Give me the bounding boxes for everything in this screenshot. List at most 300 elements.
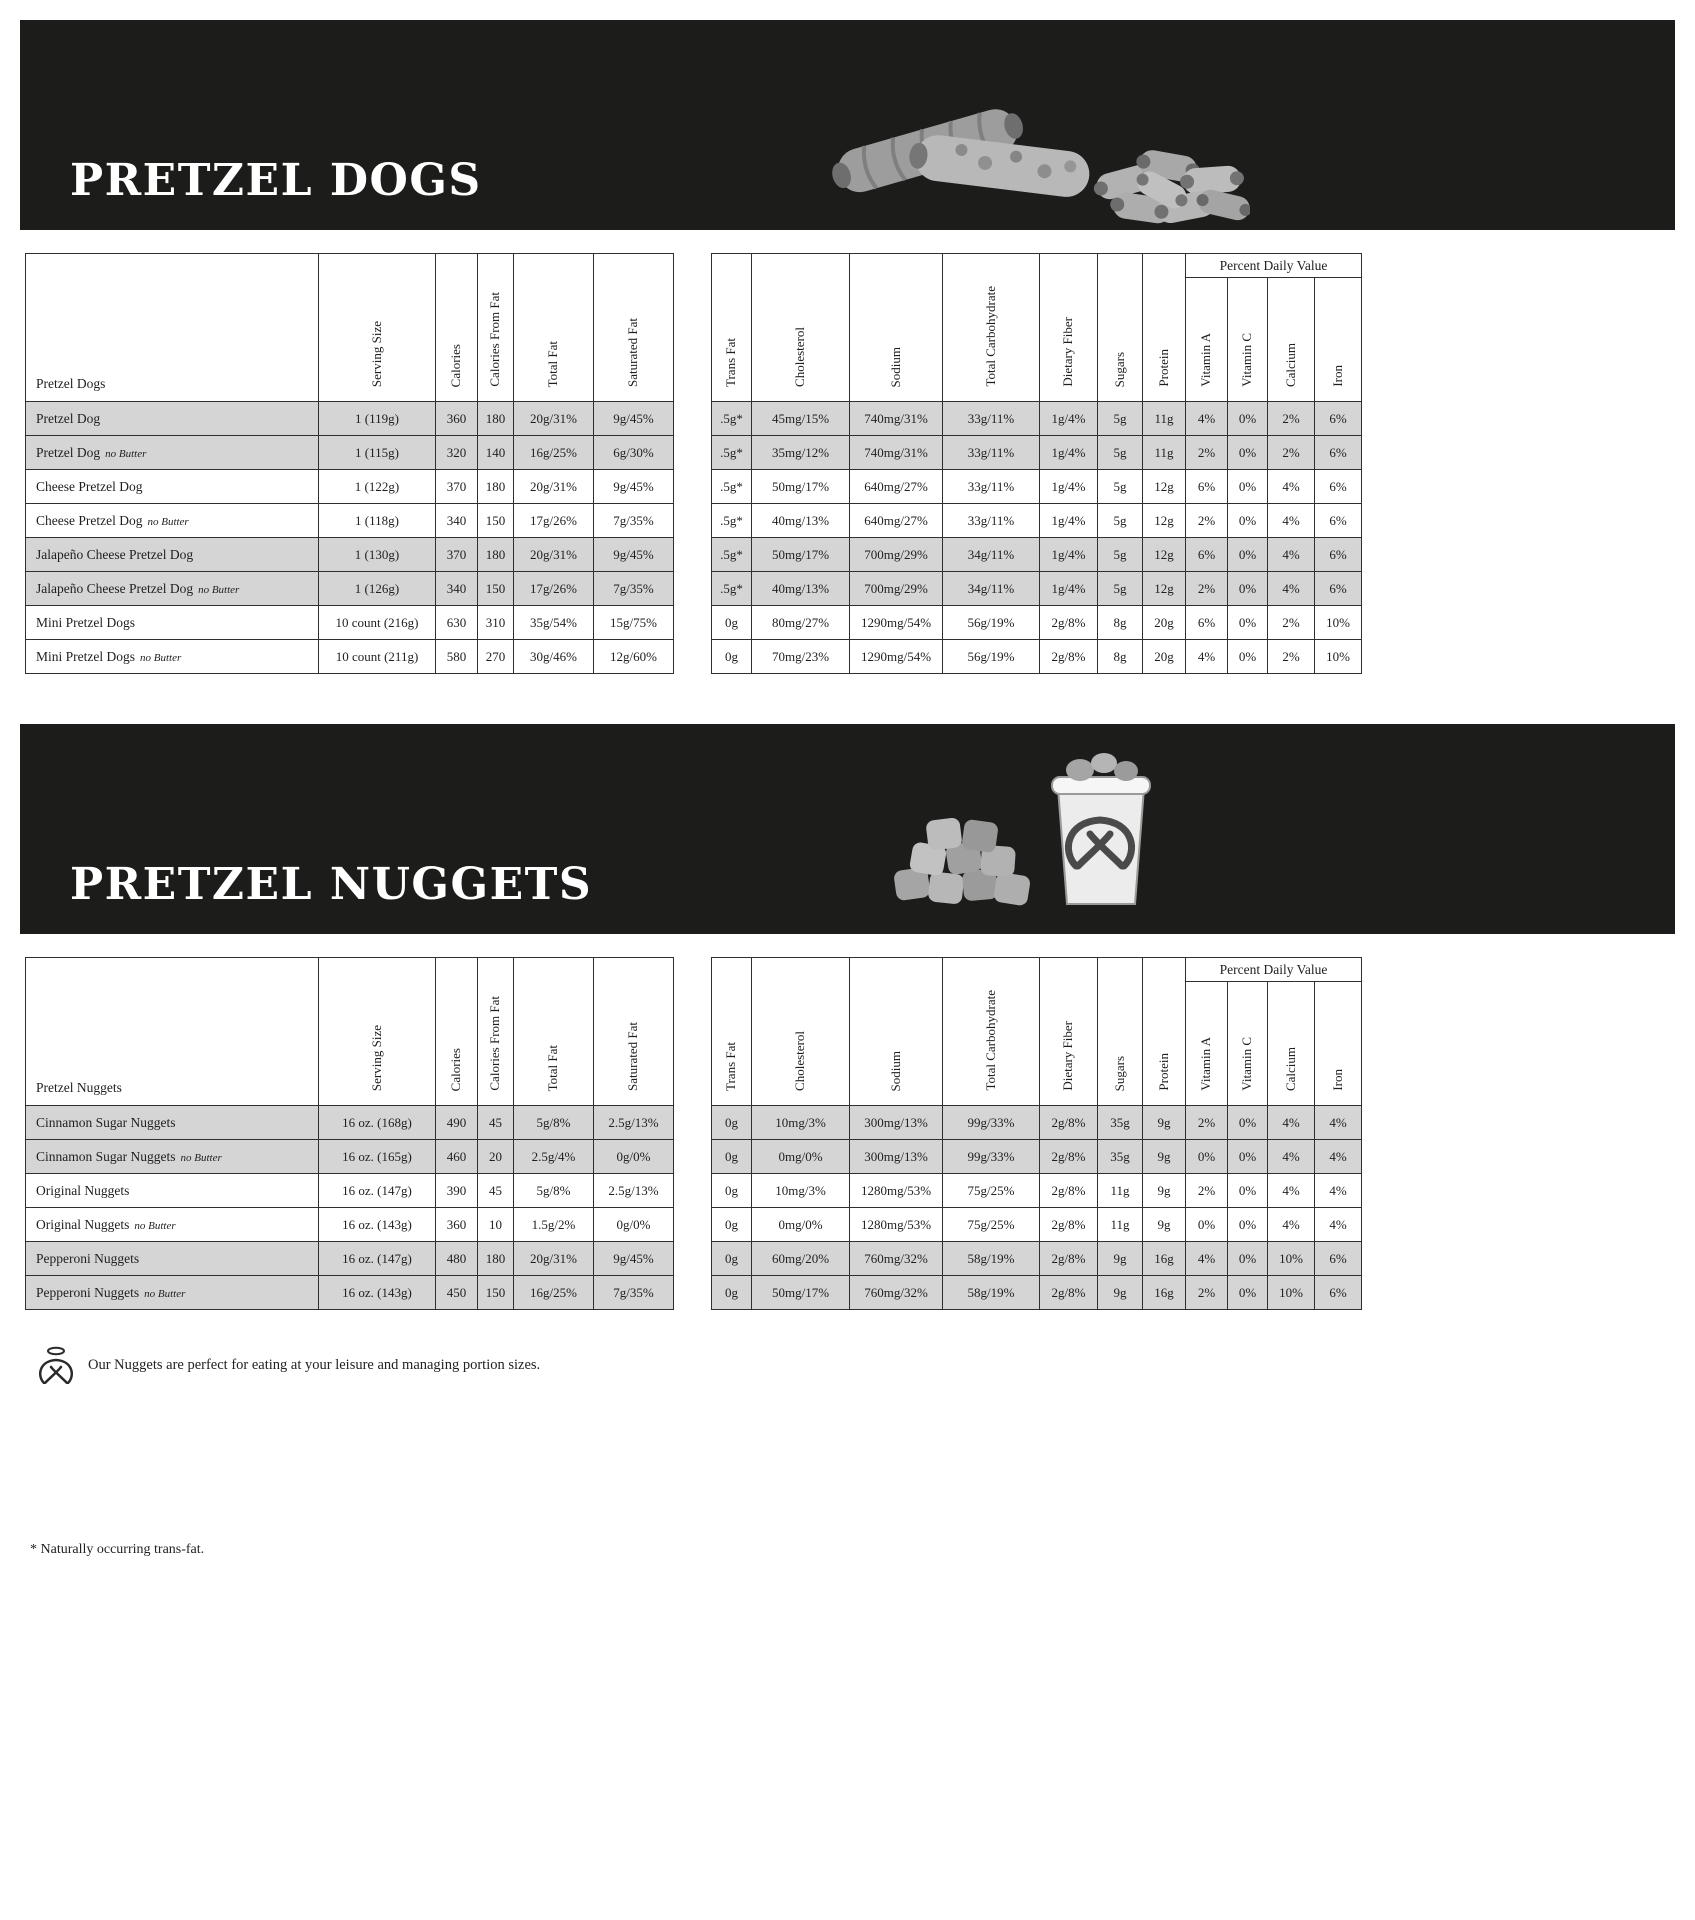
table-row	[26, 606, 674, 640]
column-header-label: Calcium	[1282, 342, 1298, 387]
sugars-cell: 35g	[1098, 1106, 1143, 1140]
calories-from-fat-cell: 180	[478, 470, 514, 504]
total-fat-cell: 16g/25%	[514, 1276, 594, 1310]
product-name-cell	[26, 640, 319, 674]
total-carbohydrate-cell: 33g/11%	[943, 436, 1040, 470]
header-row	[712, 254, 1362, 278]
column-header	[478, 254, 514, 402]
calories-cell: 390	[436, 1174, 478, 1208]
column-header-label: Calcium	[1282, 1046, 1298, 1091]
iron-cell: 10%	[1315, 640, 1362, 674]
sugars-cell: 11g	[1098, 1174, 1143, 1208]
calories-cell: 580	[436, 640, 478, 674]
calcium-cell: 4%	[1268, 1174, 1315, 1208]
pretzel-nuggets-tables	[25, 957, 1695, 1310]
pretzel-dogs-tables	[25, 253, 1695, 674]
column-header	[436, 958, 478, 1106]
total-fat-cell: 20g/31%	[514, 1242, 594, 1276]
vitamin-a-cell: 4%	[1186, 402, 1228, 436]
vitamin-c-cell: 0%	[1228, 572, 1268, 606]
sugars-cell: 5g	[1098, 572, 1143, 606]
sodium-cell: 300mg/13%	[850, 1140, 943, 1174]
trans-fat-cell: .5g*	[712, 572, 752, 606]
total-carbohydrate-cell: 33g/11%	[943, 402, 1040, 436]
dietary-fiber-cell: 1g/4%	[1040, 572, 1098, 606]
total-fat-cell: 17g/26%	[514, 504, 594, 538]
calories-cell: 360	[436, 402, 478, 436]
total-carbohydrate-cell: 99g/33%	[943, 1140, 1040, 1174]
serving-size-cell: 16 oz. (168g)	[319, 1106, 436, 1140]
table-row	[26, 572, 674, 606]
column-header	[1040, 254, 1098, 402]
column-header-label: Trans Fat	[723, 337, 739, 387]
sugars-cell: 35g	[1098, 1140, 1143, 1174]
iron-cell: 6%	[1315, 504, 1362, 538]
table-row	[712, 1208, 1362, 1242]
iron-cell: 6%	[1315, 402, 1362, 436]
trans-fat-cell: .5g*	[712, 436, 752, 470]
total-fat-cell: 20g/31%	[514, 402, 594, 436]
total-fat-cell: 5g/8%	[514, 1174, 594, 1208]
column-header-label: Iron	[1329, 365, 1345, 387]
sodium-cell: 760mg/32%	[850, 1276, 943, 1310]
calories-from-fat-cell: 45	[478, 1106, 514, 1140]
cholesterol-cell: 40mg/13%	[752, 504, 850, 538]
table-row	[26, 640, 674, 674]
trans-fat-cell: 0g	[712, 1140, 752, 1174]
sodium-cell: 300mg/13%	[850, 1106, 943, 1140]
serving-size-cell: 1 (118g)	[319, 504, 436, 538]
sugars-cell: 5g	[1098, 538, 1143, 572]
column-header	[1268, 982, 1315, 1106]
pretzel-nuggets-table-right	[711, 957, 1362, 1310]
product-name-cell	[26, 1242, 319, 1276]
saturated-fat-cell: 9g/45%	[594, 402, 674, 436]
dietary-fiber-cell: 2g/8%	[1040, 1242, 1098, 1276]
column-header	[1143, 254, 1186, 402]
sugars-cell: 9g	[1098, 1242, 1143, 1276]
product-name: Original Nuggets	[36, 1182, 130, 1198]
sodium-cell: 740mg/31%	[850, 402, 943, 436]
calcium-cell: 4%	[1268, 1208, 1315, 1242]
cholesterol-cell: 45mg/15%	[752, 402, 850, 436]
protein-cell: 12g	[1143, 470, 1186, 504]
calories-from-fat-cell: 270	[478, 640, 514, 674]
vitamin-a-cell: 6%	[1186, 606, 1228, 640]
calories-cell: 480	[436, 1242, 478, 1276]
vitamin-a-cell: 2%	[1186, 1276, 1228, 1310]
percent-daily-value-header: Percent Daily Value	[1186, 958, 1362, 982]
calcium-cell: 10%	[1268, 1242, 1315, 1276]
product-name: Pretzel Dog	[36, 410, 101, 426]
product-name: Pretzel Dog	[36, 444, 101, 460]
sugars-cell: 5g	[1098, 402, 1143, 436]
dietary-fiber-cell: 2g/8%	[1040, 1208, 1098, 1242]
table-row	[26, 402, 674, 436]
total-carbohydrate-cell: 33g/11%	[943, 470, 1040, 504]
table-row	[712, 1174, 1362, 1208]
column-header-label: Vitamin A	[1198, 1037, 1214, 1091]
vitamin-c-cell: 0%	[1228, 436, 1268, 470]
table-row	[712, 538, 1362, 572]
calories-cell: 320	[436, 436, 478, 470]
product-name-cell	[26, 1106, 319, 1140]
product-name-cell	[26, 1174, 319, 1208]
column-header	[1186, 982, 1228, 1106]
vitamin-a-cell: 0%	[1186, 1140, 1228, 1174]
calories-from-fat-cell: 10	[478, 1208, 514, 1242]
vitamin-c-cell: 0%	[1228, 402, 1268, 436]
vitamin-a-cell: 6%	[1186, 538, 1228, 572]
product-name: Mini Pretzel Dogs	[36, 614, 135, 630]
dietary-fiber-cell: 1g/4%	[1040, 436, 1098, 470]
calories-cell: 630	[436, 606, 478, 640]
sugars-cell: 5g	[1098, 504, 1143, 538]
column-header-label: Sodium	[887, 1050, 903, 1091]
total-fat-cell: 5g/8%	[514, 1106, 594, 1140]
column-header-label: Total Carbohydrate	[982, 990, 998, 1091]
calcium-cell: 2%	[1268, 402, 1315, 436]
trans-fat-cell: 0g	[712, 1276, 752, 1310]
column-header	[1098, 254, 1143, 402]
table-row	[26, 1208, 674, 1242]
trans-fat-cell: 0g	[712, 640, 752, 674]
calories-from-fat-cell: 45	[478, 1174, 514, 1208]
total-fat-cell: 16g/25%	[514, 436, 594, 470]
serving-size-cell: 16 oz. (143g)	[319, 1208, 436, 1242]
protein-cell: 12g	[1143, 538, 1186, 572]
column-header-label: Calories	[448, 343, 464, 387]
table-row	[26, 1174, 674, 1208]
trans-fat-cell: .5g*	[712, 504, 752, 538]
product-name: Jalapeño Cheese Pretzel Dog	[36, 546, 194, 562]
sodium-cell: 1290mg/54%	[850, 640, 943, 674]
serving-size-cell: 1 (119g)	[319, 402, 436, 436]
table-row	[26, 504, 674, 538]
total-carbohydrate-cell: 75g/25%	[943, 1208, 1040, 1242]
dietary-fiber-cell: 2g/8%	[1040, 1106, 1098, 1140]
calcium-cell: 4%	[1268, 504, 1315, 538]
no-butter-label: no Butter	[134, 1219, 176, 1232]
protein-cell: 20g	[1143, 640, 1186, 674]
column-header-label: Cholesterol	[792, 1031, 808, 1091]
saturated-fat-cell: 2.5g/13%	[594, 1106, 674, 1140]
calcium-cell: 4%	[1268, 470, 1315, 504]
cholesterol-cell: 70mg/23%	[752, 640, 850, 674]
vitamin-a-cell: 2%	[1186, 504, 1228, 538]
table-row	[26, 436, 674, 470]
total-fat-cell: 35g/54%	[514, 606, 594, 640]
calcium-cell: 2%	[1268, 606, 1315, 640]
total-carbohydrate-cell: 75g/25%	[943, 1174, 1040, 1208]
table-row	[712, 1242, 1362, 1276]
vitamin-c-cell: 0%	[1228, 538, 1268, 572]
iron-cell: 4%	[1315, 1140, 1362, 1174]
table-row	[712, 470, 1362, 504]
column-header-label: Protein	[1155, 349, 1171, 387]
serving-size-cell: 16 oz. (147g)	[319, 1174, 436, 1208]
column-header	[478, 958, 514, 1106]
column-header	[712, 254, 752, 402]
vitamin-c-cell: 0%	[1228, 1106, 1268, 1140]
product-name-cell	[26, 470, 319, 504]
saturated-fat-cell: 7g/35%	[594, 572, 674, 606]
calories-from-fat-cell: 150	[478, 504, 514, 538]
trans-fat-cell: .5g*	[712, 402, 752, 436]
column-header	[752, 958, 850, 1106]
calories-from-fat-cell: 150	[478, 1276, 514, 1310]
table-row	[712, 640, 1362, 674]
column-header-label: Dietary Fiber	[1060, 1021, 1076, 1091]
iron-cell: 6%	[1315, 1276, 1362, 1310]
header-row	[26, 254, 674, 402]
calcium-cell: 4%	[1268, 538, 1315, 572]
column-header	[1315, 278, 1362, 402]
cholesterol-cell: 80mg/27%	[752, 606, 850, 640]
sugars-cell: 5g	[1098, 436, 1143, 470]
vitamin-c-cell: 0%	[1228, 606, 1268, 640]
cholesterol-cell: 35mg/12%	[752, 436, 850, 470]
column-header	[319, 958, 436, 1106]
sugars-cell: 5g	[1098, 470, 1143, 504]
calories-cell: 340	[436, 572, 478, 606]
dietary-fiber-cell: 2g/8%	[1040, 1276, 1098, 1310]
protein-cell: 20g	[1143, 606, 1186, 640]
vitamin-c-cell: 0%	[1228, 1140, 1268, 1174]
table-row	[712, 504, 1362, 538]
calories-from-fat-cell: 180	[478, 402, 514, 436]
pretzel-logo-icon	[38, 1346, 74, 1384]
percent-daily-value-header: Percent Daily Value	[1186, 254, 1362, 278]
serving-size-cell: 1 (130g)	[319, 538, 436, 572]
sugars-cell: 8g	[1098, 640, 1143, 674]
iron-cell: 4%	[1315, 1106, 1362, 1140]
saturated-fat-cell: 6g/30%	[594, 436, 674, 470]
table-row	[26, 470, 674, 504]
vitamin-a-cell: 4%	[1186, 640, 1228, 674]
product-name: Cheese Pretzel Dog	[36, 478, 143, 494]
no-butter-label: no Butter	[180, 1151, 222, 1164]
total-carbohydrate-cell: 56g/19%	[943, 640, 1040, 674]
table-row	[26, 1276, 674, 1310]
product-name-cell	[26, 1140, 319, 1174]
sugars-cell: 8g	[1098, 606, 1143, 640]
column-header	[594, 958, 674, 1106]
product-name-cell	[26, 1208, 319, 1242]
column-header	[712, 958, 752, 1106]
iron-cell: 6%	[1315, 572, 1362, 606]
serving-size-cell: 16 oz. (165g)	[319, 1140, 436, 1174]
sodium-cell: 640mg/27%	[850, 470, 943, 504]
serving-size-cell: 1 (122g)	[319, 470, 436, 504]
iron-cell: 10%	[1315, 606, 1362, 640]
saturated-fat-cell: 9g/45%	[594, 1242, 674, 1276]
sodium-cell: 740mg/31%	[850, 436, 943, 470]
cholesterol-cell: 50mg/17%	[752, 1276, 850, 1310]
column-header	[1186, 278, 1228, 402]
table-row	[712, 402, 1362, 436]
sugars-cell: 11g	[1098, 1208, 1143, 1242]
protein-cell: 16g	[1143, 1242, 1186, 1276]
table-row	[26, 1140, 674, 1174]
no-butter-label: no Butter	[144, 1287, 186, 1300]
saturated-fat-cell: 9g/45%	[594, 538, 674, 572]
sodium-cell: 760mg/32%	[850, 1242, 943, 1276]
column-header-label: Calories From Fat	[487, 996, 503, 1091]
total-fat-cell: 1.5g/2%	[514, 1208, 594, 1242]
calcium-cell: 4%	[1268, 572, 1315, 606]
column-header-label: Saturated Fat	[625, 318, 641, 387]
calories-from-fat-cell: 20	[478, 1140, 514, 1174]
vitamin-c-cell: 0%	[1228, 470, 1268, 504]
table-corner-label: Pretzel Dogs	[26, 254, 319, 402]
pretzel-dogs-table-left	[25, 253, 674, 674]
trans-fat-cell: 0g	[712, 1106, 752, 1140]
column-header	[752, 254, 850, 402]
column-header-label: Calories From Fat	[487, 292, 503, 387]
table-row	[712, 1106, 1362, 1140]
cholesterol-cell: 0mg/0%	[752, 1208, 850, 1242]
product-name: Jalapeño Cheese Pretzel Dog	[36, 580, 194, 596]
pretzel-nuggets-banner	[20, 724, 1675, 934]
vitamin-a-cell: 2%	[1186, 436, 1228, 470]
calories-cell: 450	[436, 1276, 478, 1310]
column-header-label: Trans Fat	[723, 1041, 739, 1091]
saturated-fat-cell: 15g/75%	[594, 606, 674, 640]
column-header-label: Dietary Fiber	[1060, 317, 1076, 387]
protein-cell: 12g	[1143, 572, 1186, 606]
column-header	[514, 958, 594, 1106]
column-header-label: Total Fat	[545, 340, 561, 387]
column-header-label: Vitamin A	[1198, 333, 1214, 387]
total-fat-cell: 2.5g/4%	[514, 1140, 594, 1174]
calories-cell: 370	[436, 538, 478, 572]
saturated-fat-cell: 0g/0%	[594, 1140, 674, 1174]
column-header	[1228, 278, 1268, 402]
cholesterol-cell: 50mg/17%	[752, 470, 850, 504]
section-title-pretzel-nuggets: PRETZEL NUGGETS	[70, 859, 593, 910]
no-butter-label: no Butter	[105, 447, 147, 460]
column-header	[319, 254, 436, 402]
serving-size-cell: 10 count (216g)	[319, 606, 436, 640]
no-butter-label: no Butter	[140, 651, 182, 664]
iron-cell: 4%	[1315, 1208, 1362, 1242]
trans-fat-cell: 0g	[712, 606, 752, 640]
column-header	[594, 254, 674, 402]
dietary-fiber-cell: 2g/8%	[1040, 606, 1098, 640]
total-carbohydrate-cell: 34g/11%	[943, 538, 1040, 572]
product-name-cell	[26, 436, 319, 470]
calories-cell: 490	[436, 1106, 478, 1140]
dietary-fiber-cell: 1g/4%	[1040, 504, 1098, 538]
trans-fat-cell: .5g*	[712, 470, 752, 504]
calories-from-fat-cell: 180	[478, 1242, 514, 1276]
total-fat-cell: 20g/31%	[514, 538, 594, 572]
vitamin-a-cell: 2%	[1186, 1174, 1228, 1208]
trans-fat-footnote: * Naturally occurring trans-fat.	[30, 1542, 205, 1557]
calcium-cell: 4%	[1268, 1140, 1315, 1174]
table-row	[712, 572, 1362, 606]
vitamin-a-cell: 6%	[1186, 470, 1228, 504]
product-name-cell	[26, 572, 319, 606]
section-title-pretzel-dogs: PRETZEL DOGS	[70, 155, 482, 206]
dietary-fiber-cell: 2g/8%	[1040, 1174, 1098, 1208]
protein-cell: 9g	[1143, 1140, 1186, 1174]
dietary-fiber-cell: 1g/4%	[1040, 402, 1098, 436]
table-row	[712, 1276, 1362, 1310]
product-name: Original Nuggets	[36, 1216, 130, 1232]
saturated-fat-cell: 0g/0%	[594, 1208, 674, 1242]
iron-cell: 4%	[1315, 1174, 1362, 1208]
calories-from-fat-cell: 180	[478, 538, 514, 572]
column-header	[1098, 958, 1143, 1106]
column-header-label: Calories	[448, 1047, 464, 1091]
calcium-cell: 10%	[1268, 1276, 1315, 1310]
protein-cell: 16g	[1143, 1276, 1186, 1310]
table-row	[26, 1106, 674, 1140]
column-header-label: Serving Size	[368, 1024, 384, 1091]
column-header	[943, 254, 1040, 402]
dietary-fiber-cell: 2g/8%	[1040, 640, 1098, 674]
protein-cell: 9g	[1143, 1174, 1186, 1208]
trans-fat-cell: 0g	[712, 1242, 752, 1276]
column-header-label: Iron	[1329, 1069, 1345, 1091]
serving-size-cell: 16 oz. (143g)	[319, 1276, 436, 1310]
calcium-cell: 2%	[1268, 640, 1315, 674]
column-header-label: Sugars	[1111, 351, 1127, 387]
table-corner-label: Pretzel Nuggets	[26, 958, 319, 1106]
product-name-cell	[26, 538, 319, 572]
sodium-cell: 1280mg/53%	[850, 1208, 943, 1242]
column-header	[850, 254, 943, 402]
iron-cell: 6%	[1315, 538, 1362, 572]
vitamin-c-cell: 0%	[1228, 1174, 1268, 1208]
dietary-fiber-cell: 1g/4%	[1040, 470, 1098, 504]
calories-cell: 340	[436, 504, 478, 538]
vitamin-a-cell: 2%	[1186, 572, 1228, 606]
iron-cell: 6%	[1315, 436, 1362, 470]
column-header	[850, 958, 943, 1106]
total-fat-cell: 17g/26%	[514, 572, 594, 606]
vitamin-c-cell: 0%	[1228, 1242, 1268, 1276]
trans-fat-cell: 0g	[712, 1208, 752, 1242]
cholesterol-cell: 50mg/17%	[752, 538, 850, 572]
iron-cell: 6%	[1315, 470, 1362, 504]
serving-size-cell: 16 oz. (147g)	[319, 1242, 436, 1276]
vitamin-c-cell: 0%	[1228, 1208, 1268, 1242]
column-header	[1315, 982, 1362, 1106]
vitamin-c-cell: 0%	[1228, 1276, 1268, 1310]
product-name: Mini Pretzel Dogs	[36, 648, 135, 664]
table-row	[26, 1242, 674, 1276]
column-header-label: Sugars	[1111, 1055, 1127, 1091]
total-fat-cell: 30g/46%	[514, 640, 594, 674]
header-row	[712, 958, 1362, 982]
dietary-fiber-cell: 2g/8%	[1040, 1140, 1098, 1174]
saturated-fat-cell: 7g/35%	[594, 504, 674, 538]
calories-cell: 360	[436, 1208, 478, 1242]
vitamin-a-cell: 4%	[1186, 1242, 1228, 1276]
product-name-cell	[26, 402, 319, 436]
nuggets-note	[38, 1346, 1695, 1384]
total-fat-cell: 20g/31%	[514, 470, 594, 504]
sodium-cell: 640mg/27%	[850, 504, 943, 538]
total-carbohydrate-cell: 33g/11%	[943, 504, 1040, 538]
column-header-label: Serving Size	[368, 320, 384, 387]
saturated-fat-cell: 12g/60%	[594, 640, 674, 674]
saturated-fat-cell: 9g/45%	[594, 470, 674, 504]
product-name-cell	[26, 1276, 319, 1310]
